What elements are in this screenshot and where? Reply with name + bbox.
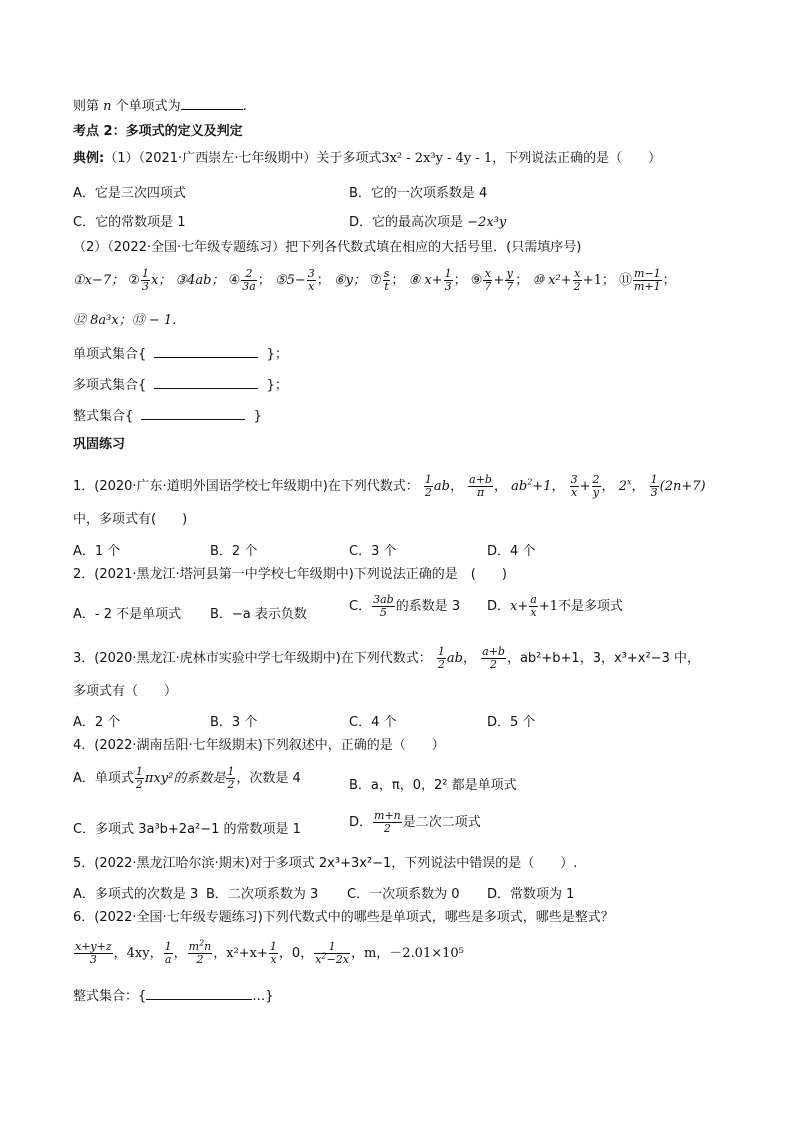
ex1-option-d[interactable] <box>349 211 506 230</box>
set-integral <box>73 407 262 425</box>
separator: ； <box>316 273 330 288</box>
item-3: ③4ab； <box>175 273 225 288</box>
separator: ； <box>257 273 271 288</box>
text: D． <box>487 599 511 614</box>
set-close: …} <box>252 989 274 1004</box>
variable-n: n <box>103 99 112 114</box>
fraction-x+y+z-3: $\frac{x+y+z}{3}$ <box>75 940 112 966</box>
q6-stem: 6．(2022·全国·七年级专题练习)下列代数式中的哪些是单项式，哪些是多项式，哪些是整式？ <box>73 910 614 925</box>
text: 则第 <box>73 99 100 114</box>
q5-option-c[interactable]: C．一次项系数为 0 <box>347 887 460 902</box>
text: C． <box>349 599 372 614</box>
text: 3．(2020·黑龙江·虎林市实验中学七年级期中)在下列代数式： <box>73 651 432 666</box>
q5-option-a[interactable]: A．多项式的次数是 3 <box>73 887 199 902</box>
fraction-1-a: $\frac{1}{a}$ <box>164 940 172 966</box>
text: 不是多项式 <box>557 599 623 614</box>
separator: ； <box>662 273 676 288</box>
item-7-mark: ⑦ <box>370 273 382 288</box>
q3-stem: 3．(2020·黑龙江·虎林市实验中学七年级期中)在下列代数式： $\frac{1}{2}$ ab， $\frac{a+b}{2}$ ，ab²+b+1，3，x³+x²−3 中， <box>73 645 700 671</box>
item-10-mark: ⑩ x²+ <box>532 273 572 288</box>
text: D．它的最高次项是 <box>349 215 464 230</box>
integral-set-answer-blank[interactable] <box>146 987 252 1000</box>
q2-option-c[interactable] <box>349 594 460 619</box>
set-label: 多项式集合{ <box>73 378 147 393</box>
set-close: }； <box>266 347 288 362</box>
item-1: ①x−7； <box>73 273 125 288</box>
set-close: } <box>253 409 262 424</box>
text: ，下列说法正确的是（ ） <box>492 151 662 166</box>
fraction-s-t: $\frac{s}{t}$ <box>383 267 390 293</box>
q2-stem: 2．(2021·黑龙江·塔河县第一中学校七年级期中)下列说法正确的是 ( ) <box>73 567 507 582</box>
text: ，0， <box>278 946 314 961</box>
q1-option-d[interactable]: D．4 个 <box>487 544 536 559</box>
q3-option-c[interactable]: C．4 个 <box>349 715 397 730</box>
fraction-1-3: $\frac{1}{3}$ <box>650 473 658 499</box>
q4-option-c[interactable]: C．多项式 3a³b+2a²−1 的常数项是 1 <box>73 822 301 837</box>
separator: ； <box>515 273 529 288</box>
item-11-mark: ⑪ <box>618 273 632 288</box>
fraction-x-2: $\frac{x}{2}$ <box>573 267 581 293</box>
example-1-stem <box>73 151 661 167</box>
example-2-items-line-1: ①x−7； ② $\frac{1}{3}$ x； ③4ab； ④ $\frac{2}{3a}$ ； ⑤5− $\frac{3}{x}$ ； ⑥y； ⑦ $\frac{s}{t}$ ； ⑧ x+ $\frac{1}{3}$ ； ⑨ $\frac{x}{7}$ + $\frac{y}{7}$ ； ⑩ x²+ $\frac{x}{2}$ +1； ⑪ $\frac{m-1}{m+1}$ ； <box>73 267 676 293</box>
item-2-mark: ② <box>128 273 140 288</box>
item-9-mark: ⑨ <box>470 273 483 288</box>
fraction-1-2b: $\frac{1}{2}$ <box>227 765 235 791</box>
text: 是二次二项式 <box>402 815 481 830</box>
text: A．单项式 <box>73 771 134 786</box>
q2-option-b[interactable]: B．−a 表示负数 <box>210 607 307 622</box>
q1-option-c[interactable]: C．3 个 <box>349 544 397 559</box>
text: D． <box>349 815 373 830</box>
ex1-option-b[interactable]: B．它的一次项系数是 4 <box>349 186 488 201</box>
fraction-1-x2-2x: $\frac{1}{x^2-2x}$ <box>315 940 349 966</box>
q2-option-a[interactable]: A．- 2 不是单项式 <box>73 607 182 622</box>
set-monomial <box>73 345 288 363</box>
item-6: ⑥y； <box>333 273 366 288</box>
example-2-items-line-2: ⑫ 8a³x；⑬ − 1. <box>73 313 177 328</box>
fraction-1-3: $\frac{1}{3}$ <box>141 267 149 293</box>
fraction-2-3a: $\frac{2}{3a}$ <box>242 267 256 293</box>
q5-stem: 5．(2022·黑龙江哈尔滨·期末)对于多项式 2x³+3x²−1，下列说法中错误的是（ ）. <box>73 856 578 871</box>
polynomial-set-blank[interactable] <box>154 376 258 389</box>
q6-items <box>73 938 464 966</box>
text: （1）（2021·广西崇左·七年级期中）关于多项式 <box>104 151 382 166</box>
item-8-mark: ⑧ x+ <box>408 273 443 288</box>
q5-option-b[interactable]: B．二次项系数为 3 <box>206 887 319 902</box>
set-label: 整式集合：{ <box>73 989 147 1004</box>
fraction-3-x: $\frac{3}{x}$ <box>570 473 578 499</box>
q2-option-d[interactable]: D．x+ $\frac{a}{x}$ +1不是多项式 <box>487 593 623 619</box>
item-2-tail: x； <box>150 273 172 288</box>
set-polynomial <box>73 376 288 394</box>
item-5-mark: ⑤5− <box>274 273 306 288</box>
fraction-x-7: $\frac{x}{7}$ <box>484 267 492 293</box>
previous-question-tail <box>73 97 247 115</box>
fraction-2-y: $\frac{2}{y}$ <box>592 473 600 499</box>
fraction-a-x: $\frac{a}{x}$ <box>530 593 537 619</box>
example-label: 典例: <box>73 151 105 166</box>
text: 1．(2020·广东·道明外国语学校七年级期中)在下列代数式： <box>73 479 419 494</box>
set-close: }； <box>266 378 288 393</box>
practice-title: 巩固练习 <box>73 437 126 452</box>
separator: ； <box>453 273 467 288</box>
set-label: 整式集合{ <box>73 409 134 424</box>
integral-set-blank[interactable] <box>141 407 245 420</box>
q4-option-d[interactable] <box>349 810 481 835</box>
fraction-1-2: $\frac{1}{2}$ <box>135 765 143 791</box>
answer-blank[interactable] <box>181 97 243 110</box>
separator: ； <box>391 273 405 288</box>
q3-tail: 多项式有（ ） <box>73 684 178 699</box>
fraction-1-2: $\frac{1}{2}$ <box>424 473 432 499</box>
item-10-tail: +1； <box>582 273 615 288</box>
ex1-option-c[interactable]: C．它的常数项是 1 <box>73 215 186 230</box>
fraction-1-x: $\frac{1}{x}$ <box>269 940 277 966</box>
text: . <box>242 99 247 114</box>
text: πxy²的系数是 <box>144 771 226 786</box>
monomial-set-blank[interactable] <box>154 345 258 358</box>
q1-option-a[interactable]: A．1 个 <box>73 544 121 559</box>
q1-option-b[interactable]: B．2 个 <box>210 544 258 559</box>
example-2-stem: （2）（2022·全国·七年级专题练习）把下列各代数式填在相应的大括号里．(只需填序号) <box>73 240 582 255</box>
q1-stem: 1．(2020·广东·道明外国语学校七年级期中)在下列代数式： $\frac{1}{2}$ ab， $\frac{a+b}{\pi}$ ， $ab^2+1$， $\frac{3}{x}$ + $\frac{2}{y}$ ， 2$^x$， $\frac{1}{3}$ (2n+7) <box>73 473 706 499</box>
fraction-m2n-2: $\frac{m^2n}{2}$ <box>188 938 212 966</box>
set-label: 单项式集合{ <box>73 347 147 362</box>
fraction-m+n-2: $\frac{m+n}{2}$ <box>374 809 401 835</box>
polynomial: 3x² - 2x³y - 4y - 1 <box>381 151 493 166</box>
q3-option-a[interactable]: A．2 个 <box>73 715 121 730</box>
q4-option-a[interactable] <box>73 766 301 791</box>
text: ，4xy， <box>113 946 163 961</box>
text: 个单项式为 <box>115 99 181 114</box>
section-title: 考点 2：多项式的定义及判定 <box>73 124 243 139</box>
text: ， <box>173 946 187 961</box>
text: ，x²+x+ <box>213 946 268 961</box>
fraction-y-7: $\frac{y}{7}$ <box>506 267 514 293</box>
q6-set <box>73 987 274 1005</box>
q3-option-b[interactable]: B．3 个 <box>210 715 258 730</box>
q4-stem: 4．(2022·湖南岳阳·七年级期末)下列叙述中，正确的是（ ） <box>73 738 445 753</box>
q4-option-b[interactable]: B．a，π，0，2² 都是单项式 <box>349 778 517 793</box>
fraction-3ab-5: $\frac{3ab}{5}$ <box>373 593 394 619</box>
fraction-1-3b: $\frac{1}{3}$ <box>444 267 452 293</box>
fraction-3-x: $\frac{3}{x}$ <box>307 267 315 293</box>
fraction-1-2: $\frac{1}{2}$ <box>437 645 445 671</box>
fraction-m-1-m+1: $\frac{m-1}{m+1}$ <box>634 267 661 293</box>
q3-option-d[interactable]: D．5 个 <box>487 715 536 730</box>
text: ，ab²+b+1，3，x³+x²−3 中， <box>506 651 700 666</box>
text: ，次数是 4 <box>236 771 301 786</box>
item-4-mark: ④ <box>228 273 241 288</box>
text: 的系数是 3 <box>395 599 461 614</box>
math: −2x³y <box>467 215 507 230</box>
fraction-a+b-pi: $\frac{a+b}{\pi}$ <box>469 473 492 499</box>
fraction-a+b-2: $\frac{a+b}{2}$ <box>482 645 505 671</box>
text: ，m，－2.01×10⁵ <box>350 946 464 961</box>
ex1-option-a[interactable]: A．它是三次四项式 <box>73 186 186 201</box>
q1-tail: 中，多项式有( ) <box>73 512 188 527</box>
q5-option-d[interactable]: D．常数项为 1 <box>487 887 575 902</box>
